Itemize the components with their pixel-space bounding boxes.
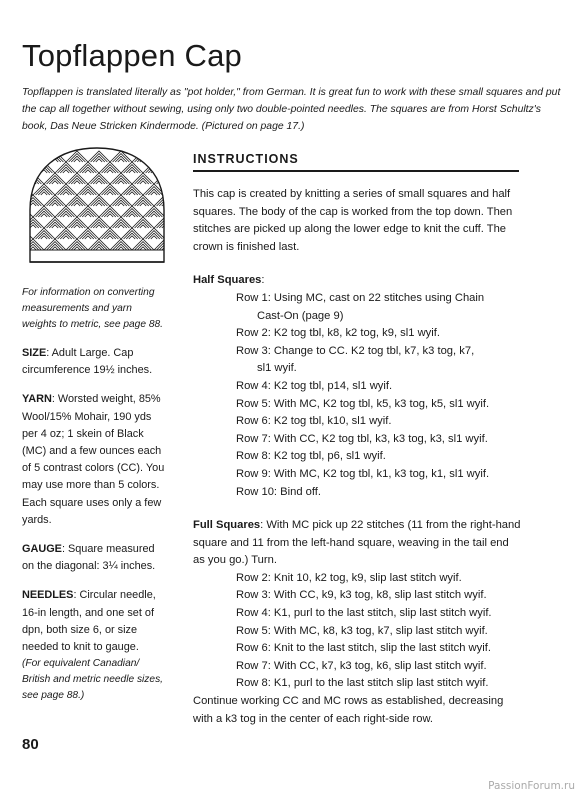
cap-chevron-line xyxy=(170,189,172,195)
half-row-8: Row 8: K2 tog tbl, p6, sl1 wyif. xyxy=(236,450,386,463)
cap-chevron-line xyxy=(47,198,64,206)
cap-chevron-line xyxy=(129,214,135,217)
cap-chevron-line xyxy=(159,178,171,184)
cap-chevron-line xyxy=(91,198,108,206)
cap-chevron-line xyxy=(165,228,172,239)
cap-chevron-line xyxy=(22,167,28,173)
cap-chevron-line xyxy=(25,242,42,250)
cap-chevron-line xyxy=(69,220,86,228)
cap-chevron-line xyxy=(36,209,53,217)
cap-chevron-line xyxy=(162,203,168,206)
cap-chevron-line xyxy=(22,214,25,217)
cap-chevron-line xyxy=(168,231,172,239)
cap-chevron-line xyxy=(102,165,119,173)
cap-chevron-line xyxy=(85,170,91,173)
cap-chevron-line xyxy=(69,154,86,162)
cap-chevron-line xyxy=(162,181,168,184)
intro-paragraph: Topflappen is translated literally as "pot holder," from German. It is great fun to work with these small squares and put the cap all together without sewing, using only two double-pointed needles. The squares are from Horst Schultz's book, Das Neue Stricken Kindermode. (Pictured on page 17.) xyxy=(22,87,561,132)
half-row-4: Row 4: K2 tog tbl, p14, sl1 wyif. xyxy=(236,379,393,392)
cap-chevron-line xyxy=(124,231,141,239)
continue-paragraph: Continue working CC and MC rows as established, decreasing with a k3 tog in the center of each right-side row. xyxy=(193,695,504,725)
cap-chevron-line xyxy=(165,184,172,195)
full-row-6: Row 6: Knit to the last stitch, slip the last stitch wyif. xyxy=(236,642,491,655)
cap-chevron-line xyxy=(165,206,172,217)
half-squares-label: Half Squares xyxy=(193,274,262,287)
cap-chevron-line xyxy=(25,198,42,206)
full-row-4: Row 4: K1, purl to the last stitch, slip last stitch wyif. xyxy=(236,607,492,620)
cap-chevron-line xyxy=(140,225,146,228)
full-squares-label: Full Squares xyxy=(193,519,261,532)
yarn-block xyxy=(22,391,167,529)
cap-chevron-line xyxy=(96,225,102,228)
cap-chevron-line xyxy=(69,198,86,206)
cap-chevron-line xyxy=(30,159,36,162)
cap-chevron-line xyxy=(143,162,165,173)
cap-chevron-line xyxy=(102,187,119,195)
cap-chevron-line xyxy=(170,233,172,239)
full-row-7: Row 7: With CC, k7, k3 tog, k6, slip last stitch wyif. xyxy=(236,659,487,672)
cap-chevron-line xyxy=(52,203,58,206)
cap-chevron-line xyxy=(27,156,39,162)
cap-chevron-line xyxy=(129,192,135,195)
cap-chevron-line xyxy=(118,225,124,228)
cap-chevron-line xyxy=(91,176,108,184)
cap-chevron-line xyxy=(135,198,152,206)
cap-chevron-line xyxy=(151,192,157,195)
yarn-text: : Worsted weight, 85% Wool/15% Mohair, 190 yds per 4 oz; 1 skein of Black (MC) and a few ounces each of 5 contrast colors (CC). You may use more than 5 colors. Each square uses only a few yards. xyxy=(22,393,165,526)
cap-chevron-line xyxy=(129,236,135,239)
full-row-5: Row 5: With MC, k8, k3 tog, k7, slip last stitch wyif. xyxy=(236,624,488,637)
cap-chevron-line xyxy=(129,170,135,173)
cap-chevron-line xyxy=(22,206,33,217)
yarn-label: YARN xyxy=(22,393,52,406)
cap-chevron-line xyxy=(22,170,25,173)
cap-chevron-line xyxy=(52,181,58,184)
cap-chevron-line xyxy=(25,154,42,162)
full-row-3: Row 3: With CC, k9, k3 tog, k8, slip last stitch wyif. xyxy=(236,589,487,602)
cap-chevron-line xyxy=(41,192,47,195)
half-squares-heading: Half Squares: xyxy=(193,274,265,287)
cap-chevron-line xyxy=(33,162,55,173)
cap-chevron-line xyxy=(154,151,172,162)
needles-block xyxy=(22,587,167,656)
cap-chevron-line xyxy=(22,233,28,239)
cap-chevron-line xyxy=(58,209,75,217)
half-row-3: Row 3: Change to CC. K2 tog tbl, k7, k3 tog, k7, xyxy=(236,344,475,357)
cap-chevron-line xyxy=(96,203,102,206)
cap-chevron-line xyxy=(22,209,30,217)
cap-chevron-line xyxy=(74,225,80,228)
cap-chevron-line xyxy=(159,200,171,206)
size-text: : Adult Large. Cap circumference 19½ inches. xyxy=(22,347,153,377)
cap-chevron-line xyxy=(80,165,97,173)
cap-chevron-line xyxy=(58,165,75,173)
cap-chevron-line xyxy=(22,162,33,173)
instructions-body xyxy=(193,186,523,728)
half-row-1-cont: Cast-On (page 9) xyxy=(257,309,344,322)
cap-chevron-line xyxy=(85,192,91,195)
cap-chevron-line xyxy=(22,187,30,195)
cap-chevron-line xyxy=(41,236,47,239)
cap-chevron-line xyxy=(107,170,113,173)
half-row-6: Row 6: K2 tog tbl, k10, sl1 wyif. xyxy=(236,415,392,428)
cap-chevron-line xyxy=(58,231,75,239)
cap-chevron-line xyxy=(22,165,30,173)
cap-chevron-line xyxy=(25,220,42,228)
cap-chevron-line xyxy=(85,236,91,239)
half-row-1: Row 1: Using MC, cast on 22 stitches using Chain xyxy=(236,291,485,304)
cap-chevron-line xyxy=(41,214,47,217)
cap-chevron-line xyxy=(159,244,171,250)
cap-chevron-line xyxy=(140,203,146,206)
cap-chevron-line xyxy=(47,220,64,228)
cap-chevron-line xyxy=(107,214,113,217)
cap-chevron-line xyxy=(85,214,91,217)
cap-chevron-line xyxy=(162,225,168,228)
cap-chevron-line xyxy=(135,242,152,250)
cap-chevron-line xyxy=(118,159,124,162)
needles-label: NEEDLES xyxy=(22,589,74,602)
cap-chevron-line xyxy=(124,165,141,173)
gauge-block xyxy=(22,541,167,575)
cap-chevron-line xyxy=(168,187,172,195)
cap-chevron-line xyxy=(165,162,172,173)
cap-chevron-line xyxy=(22,173,44,184)
overview-paragraph: This cap is created by knitting a series of small squares and half squares. The body of the cap is worked from the top down. Then stitches are picked up along the lower edge to knit the cuff. The crown is finished last. xyxy=(193,188,513,253)
half-row-2: Row 2: K2 tog tbl, k8, k2 tog, k9, sl1 wyif. xyxy=(236,327,440,340)
heading-rule xyxy=(193,170,519,172)
page-title: Topflappen Cap xyxy=(22,38,242,73)
cap-chevron-line xyxy=(22,192,25,195)
cap-chevron-line xyxy=(36,231,53,239)
cap-chevron-line xyxy=(22,228,33,239)
gauge-label: GAUGE xyxy=(22,543,62,556)
gauge-text: : Square measured on the diagonal: 3¼ inches. xyxy=(22,543,156,573)
cap-chevron-line xyxy=(170,211,172,217)
cap-chevron-line xyxy=(113,242,130,250)
cap-chevron-line xyxy=(69,176,86,184)
cap-chevron-line xyxy=(168,165,172,173)
cap-chevron-line xyxy=(91,154,108,162)
metric-note: For information on converting measurements and yarn weights to metric, see page 88. xyxy=(22,287,164,330)
size-label: SIZE xyxy=(22,347,47,359)
cap-chevron-line xyxy=(63,214,69,217)
cap-chevron-line xyxy=(118,181,124,184)
cap-chevron-line xyxy=(118,203,124,206)
cap-chevron-line xyxy=(146,209,163,217)
needles-text: : Circular needle, 16-in length, and one set of dpn, both size 6, or size needed to knit to gauge. xyxy=(22,589,156,654)
needles-note: (For equivalent Canadian/ British and metric needle sizes, see page 88.) xyxy=(22,658,163,702)
cap-chevron-line xyxy=(107,236,113,239)
cap-chevron-line xyxy=(69,242,86,250)
cap-chevron-line xyxy=(146,187,163,195)
cap-chevron-line xyxy=(63,192,69,195)
cap-chevron-line xyxy=(96,181,102,184)
cap-chevron-line xyxy=(63,170,69,173)
cap-chevron-line xyxy=(159,156,171,162)
half-row-7: Row 7: With CC, K2 tog tbl, k3, k3 tog, k3, sl1 wyif. xyxy=(236,432,488,445)
half-row-10: Row 10: Bind off. xyxy=(236,485,321,498)
cap-chevron-line xyxy=(151,236,157,239)
cap-chevron-line xyxy=(157,154,172,162)
cap-chevron-line xyxy=(113,176,130,184)
watermark: PassionForum.ru xyxy=(488,780,575,792)
cap-chevron-line xyxy=(80,209,97,217)
cap-chevron-line xyxy=(113,154,130,162)
cap-chevron-line xyxy=(151,214,157,217)
cap-chevron-line xyxy=(102,209,119,217)
full-squares-text: : With MC pick up 22 stitches (11 from the right-hand square and 11 from the left-hand square, weaving in the tail end as you go.) Turn. xyxy=(193,519,521,567)
cap-chevron-line xyxy=(44,151,66,162)
cap-chevron-line xyxy=(159,222,171,228)
cap-chevron-line xyxy=(22,151,44,162)
cap-chevron-line xyxy=(91,242,108,250)
cap-chevron-line xyxy=(58,187,75,195)
cap-chevron-line xyxy=(22,236,25,239)
knitted-cap-diagram xyxy=(22,140,172,270)
instructions-heading: INSTRUCTIONS xyxy=(193,152,299,166)
cap-chevron-line xyxy=(170,167,172,173)
cap-chevron-line xyxy=(113,198,130,206)
cap-chevron-line xyxy=(22,189,28,195)
cap-chevron-line xyxy=(168,209,172,217)
cap-chevron-line xyxy=(74,181,80,184)
full-squares-paragraph xyxy=(193,517,523,570)
sidebar xyxy=(22,285,167,704)
half-row-3-cont: sl1 wyif. xyxy=(257,362,297,375)
cap-chevron-line xyxy=(63,236,69,239)
size-block xyxy=(22,345,167,379)
page-number: 80 xyxy=(22,736,39,753)
full-row-2: Row 2: Knit 10, k2 tog, k9, slip last stitch wyif. xyxy=(236,571,462,584)
cap-chevron-line xyxy=(80,187,97,195)
cap-chevron-line xyxy=(47,176,64,184)
cap-chevron-line xyxy=(102,231,119,239)
cap-chevron-line xyxy=(146,231,163,239)
cap-chevron-line xyxy=(74,159,80,162)
cap-chevron-line xyxy=(30,225,36,228)
cap-chevron-line xyxy=(91,220,108,228)
full-row-8: Row 8: K1, purl to the last stitch slip last stitch wyif. xyxy=(236,677,489,690)
cap-chevron-line xyxy=(47,242,64,250)
cap-chevron-line xyxy=(52,225,58,228)
cap-chevron-line xyxy=(135,220,152,228)
cap-chevron-line xyxy=(96,159,102,162)
cap-chevron-line xyxy=(22,231,30,239)
cap-chevron-line xyxy=(36,187,53,195)
cap-chevron-line xyxy=(22,211,28,217)
cap-chevron-line xyxy=(113,220,130,228)
cap-chevron-line xyxy=(162,159,168,162)
cap-chevron-line xyxy=(74,203,80,206)
cap-chevron-line xyxy=(80,231,97,239)
cap-chevron-line xyxy=(47,154,64,162)
cap-chevron-line xyxy=(124,209,141,217)
half-row-9: Row 9: With MC, K2 tog tbl, k1, k3 tog, k1, sl1 wyif. xyxy=(236,467,490,480)
cap-chevron-line xyxy=(107,192,113,195)
cap-chevron-line xyxy=(124,187,141,195)
cap-chevron-line xyxy=(140,181,146,184)
half-row-5: Row 5: With MC, K2 tog tbl, k5, k3 tog, k5, sl1 wyif. xyxy=(236,397,490,410)
cap-chevron-line xyxy=(135,176,152,184)
